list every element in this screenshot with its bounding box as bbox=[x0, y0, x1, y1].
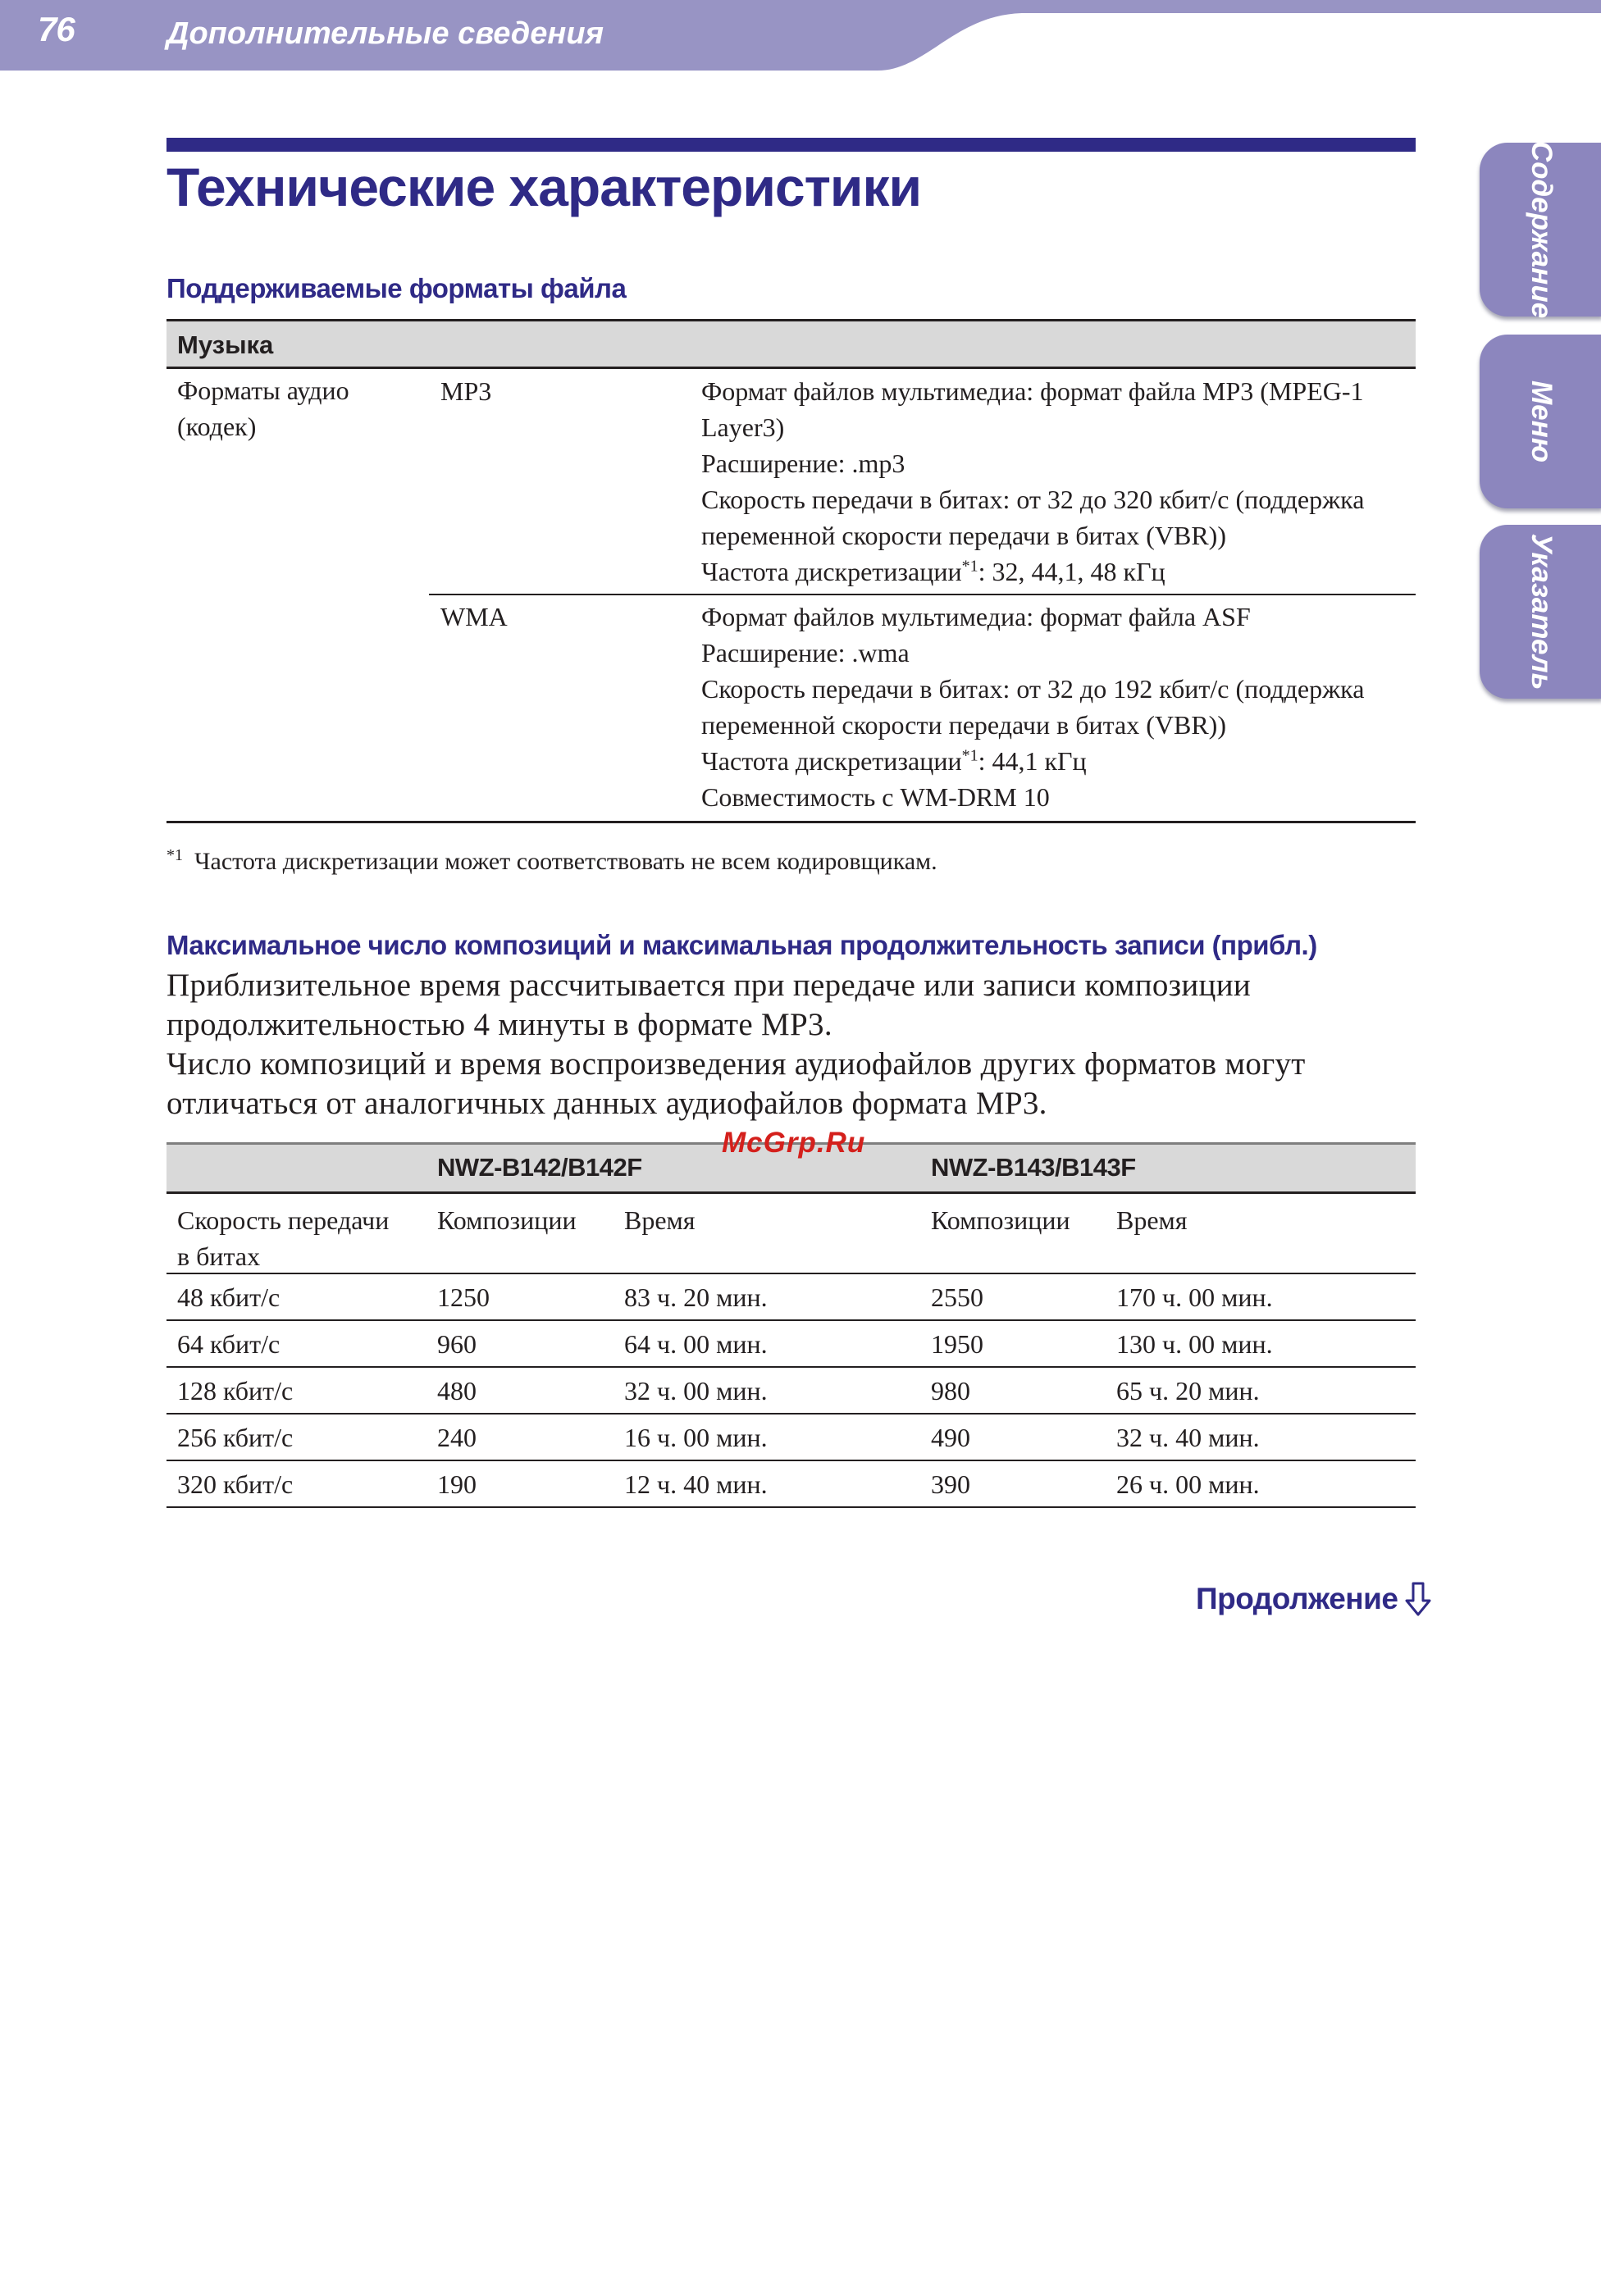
page-title: Технические характеристики bbox=[166, 157, 922, 217]
capacity-heading: Максимальное число композиций и максимальная продолжительность записи (прибл.) bbox=[166, 930, 1317, 960]
col-bitrate: Скорость передачи в битах bbox=[177, 1205, 390, 1271]
arrow-down-icon bbox=[1404, 1581, 1432, 1617]
col-songs: Композиции bbox=[931, 1205, 1070, 1235]
formats-category: Музыка bbox=[166, 321, 1416, 369]
page-number: 76 bbox=[38, 10, 75, 48]
tab-menu[interactable] bbox=[1480, 335, 1601, 508]
codec-name: WMA bbox=[440, 602, 508, 631]
model-name: NWZ-B142/B142F bbox=[437, 1153, 642, 1182]
col-time: Время bbox=[624, 1205, 696, 1235]
capacity-table bbox=[166, 1142, 1416, 1508]
col-songs: Композиции bbox=[437, 1205, 577, 1235]
continued-label: Продолжение bbox=[1196, 1582, 1398, 1615]
table-row: 128 кбит/с 480 32 ч. 00 мин. 980 65 ч. 20 мин. bbox=[166, 1368, 1416, 1414]
formats-table bbox=[166, 319, 1416, 812]
tab-contents-label: Содержание bbox=[1526, 140, 1558, 319]
table-row: 256 кбит/с 240 16 ч. 00 мин. 490 32 ч. 40 мин. bbox=[166, 1414, 1416, 1461]
title-rule bbox=[166, 138, 1416, 152]
codec-name: MP3 bbox=[440, 376, 492, 406]
formats-label: Форматы аудио (кодек) bbox=[177, 376, 349, 441]
codec-details: Формат файлов мультимедиа: формат файла ASF Расширение: .wma Скорость передачи в битах: от 32 до 192 кбит/с (поддержка переменной скорости передачи в битах (VBR)) Частота дискретизации$^{*1}$: 44,1 кГц Совместимость с WM-DRM 10 bbox=[701, 602, 1365, 812]
section-name: Дополнительные сведения bbox=[166, 16, 604, 51]
formats-heading: Поддерживаемые форматы файла bbox=[166, 273, 627, 303]
table-row: 64 кбит/с 960 64 ч. 00 мин. 1950 130 ч. 00 мин. bbox=[166, 1321, 1416, 1368]
table-row: 48 кбит/с 1250 83 ч. 20 мин. 2550 170 ч. 00 мин. bbox=[166, 1274, 1416, 1321]
codec-details: Формат файлов мультимедиа: формат файла MP3 (MPEG-1 Layer3) Расширение: .mp3 Скорость передачи в битах: от 32 до 320 кбит/с (поддержка переменной скорости передачи в битах (VBR)) Частота дискретизации$^{*1}$: 32, 44,1, 48 кГц bbox=[701, 376, 1365, 586]
col-time: Время bbox=[1116, 1205, 1188, 1235]
tab-index[interactable] bbox=[1480, 525, 1601, 699]
continued-link[interactable] bbox=[1196, 1581, 1432, 1617]
tab-contents[interactable] bbox=[1480, 140, 1601, 319]
footnote: $^{*1}$ Частота дискретизации может соответствовать не всем кодировщикам. bbox=[166, 846, 937, 875]
table-row: 320 кбит/с 190 12 ч. 40 мин. 390 26 ч. 00 мин. bbox=[166, 1461, 1416, 1508]
tab-index-label: Указатель bbox=[1526, 533, 1558, 690]
tab-menu-label: Меню bbox=[1526, 380, 1558, 463]
column-headers bbox=[166, 1194, 1416, 1274]
model-name: NWZ-B143/B143F bbox=[931, 1153, 1136, 1182]
watermark: McGrp.Ru bbox=[722, 1127, 866, 1159]
capacity-intro: Приблизительное время рассчитывается при передаче или записи композиции продолжительностью 4 минуты в формате MP3. Число композиций и время воспроизведения аудиофайлов других форматов могут отличаться от аналогичных данных аудиофайлов формата MP3. bbox=[166, 968, 1306, 1121]
format-row-mp3 bbox=[429, 367, 1416, 588]
table-bottom-rule bbox=[166, 821, 1416, 823]
format-row-wma bbox=[429, 592, 1416, 813]
